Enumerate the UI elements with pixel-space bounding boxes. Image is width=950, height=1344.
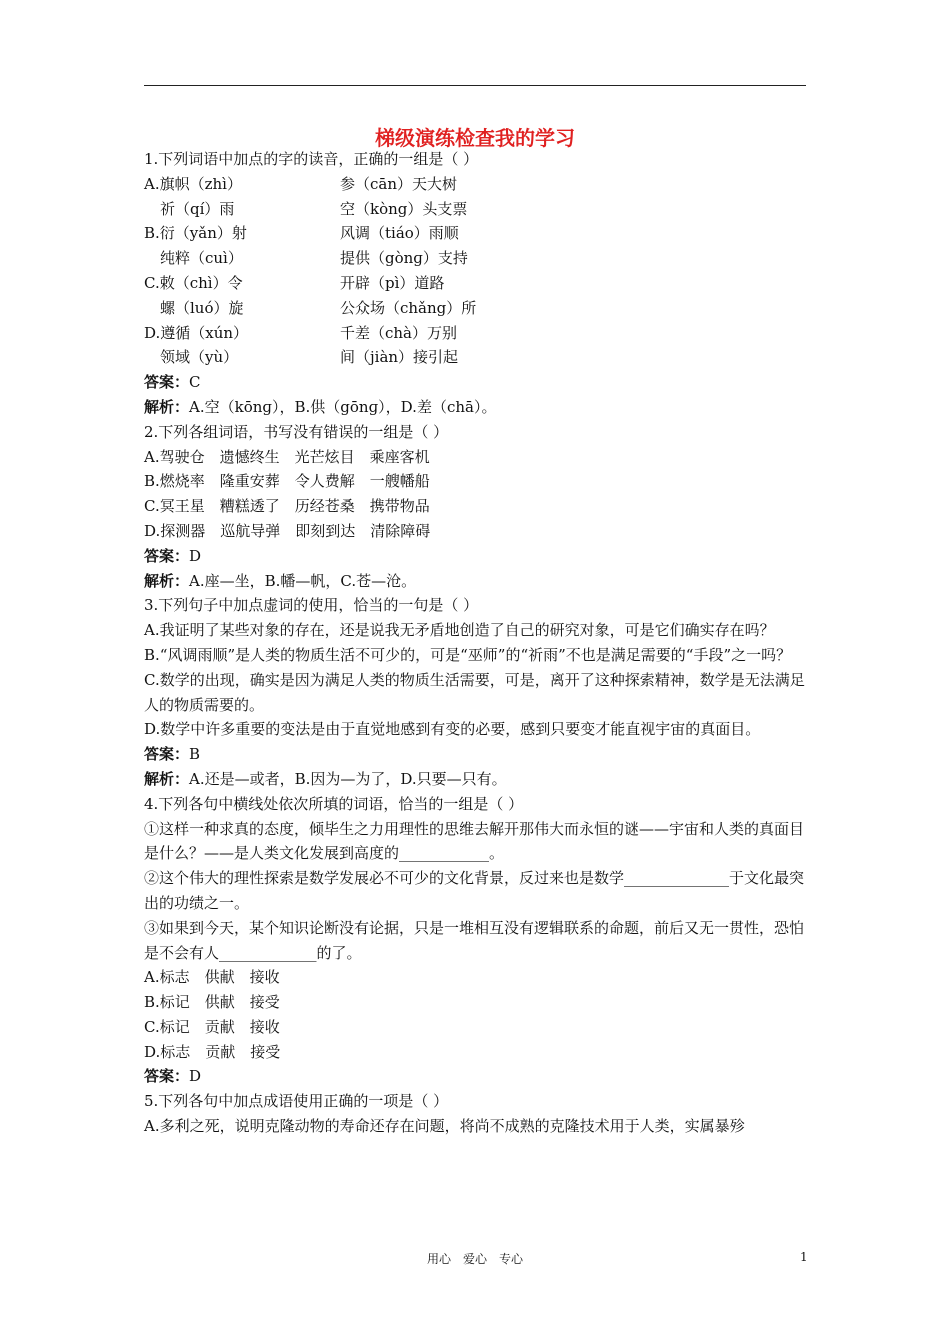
q2-option: B.燃烧率 隆重安葬 令人费解 一艘幡船 xyxy=(144,472,430,491)
q2-option: A.驾驶仓 遗憾终生 光芒炫目 乘座客机 xyxy=(144,447,430,466)
q2-option: C.冥王星 糟糕透了 历经苍桑 携带物品 xyxy=(144,497,430,516)
q1-row: 祈（qí）雨 空（kòng）头支票 xyxy=(160,199,468,218)
q4-option: B.标记 供献 接受 xyxy=(144,993,280,1012)
page-footer: 用心 爱心 专心 xyxy=(426,1252,523,1266)
q1-row: D.遵循（xún） 千差（chà）万别 xyxy=(144,323,458,342)
q3-option: D.数学中许多重要的变法是由于直觉地感到有变的必要，感到只要变才能直视宇宙的真面目。 xyxy=(144,720,761,739)
q1-row: B.衍（yǎn）射 风调（tiáo）雨顺 xyxy=(144,224,459,243)
q3-stem: 3.下列句子中加点虚词的使用，恰当的一句是（ ） xyxy=(144,596,479,615)
q2-stem: 2.下列各组词语，书写没有错误的一组是（ ） xyxy=(144,422,449,441)
q3-option: A.我证明了某些对象的存在，还是说我无矛盾地创造了自己的研究对象，可是它们确实存在吗？ xyxy=(144,621,775,640)
q5-stem: 5.下列各句中加点成语使用正确的一项是（ ） xyxy=(144,1092,449,1111)
q5-option: A.多利之死，说明克隆动物的寿命还存在问题，将尚不成熟的克隆技术用于人类，实属暴殄 xyxy=(144,1117,745,1136)
q1-row: C.敕（chì）令 开辟（pì）道路 xyxy=(144,273,445,292)
q4-stem: 4.下列各句中横线处依次所填的词语，恰当的一组是（ ） xyxy=(144,794,524,813)
q1-analysis: 解析：A.空（kōnɡ），B.供（gōnɡ），D.差（chā）。 xyxy=(144,397,497,416)
q1-answer: 答案：C xyxy=(144,373,201,392)
q4-option: A.标志 供献 接收 xyxy=(144,968,280,987)
q1-row: 纯粹（cuì） 提供（gònɡ）支持 xyxy=(160,249,468,268)
q4-sentence: ①这样一种求真的态度，倾毕生之力用理性的思维去解开那伟大而永恒的谜——宇宙和人类的真面目是什么？——是人类文化发展到高度的____________。 xyxy=(144,819,805,863)
document-body xyxy=(144,147,808,1139)
q2-option: D.探测器 巡航导弹 即刻到达 清除障碍 xyxy=(144,521,431,540)
page-title: 梯级演练检查我的学习 xyxy=(375,126,575,150)
q1-stem: 1.下列词语中加点的字的读音，正确的一组是（ ） xyxy=(144,150,479,168)
q2-analysis: 解析：A.座—坐，B.幡—帆，C.苍—沧。 xyxy=(144,571,417,590)
q1-row: A.旗帜（zhì） 参（cān）天大树 xyxy=(144,174,458,193)
q4-option: D.标志 贡献 接受 xyxy=(144,1042,281,1061)
header-rule xyxy=(144,85,806,86)
q1-row: 螺（luó）旋 公众场（chǎng）所 xyxy=(160,298,477,317)
q3-analysis: 解析：A.还是—或者，B.因为—为了，D.只要—只有。 xyxy=(144,769,507,788)
q4-sentence: ③如果到今天，某个知识论断没有论据，只是一堆相互没有逻辑联系的命题，前后又无一贯性，恐怕是不会有人_____________的了。 xyxy=(144,918,805,962)
q4-option: C.标记 贡献 接收 xyxy=(144,1017,280,1036)
q3-options xyxy=(144,618,808,742)
q4-sentences xyxy=(144,817,808,966)
q3-answer: 答案：B xyxy=(144,745,201,764)
q4-answer: 答案：D xyxy=(144,1067,202,1086)
page-number: 1 xyxy=(800,1250,808,1264)
q1-row: 领域（yù） 间（jiàn）接引起 xyxy=(160,348,459,367)
q3-option: C.数学的出现，确实是因为满足人类的物质生活需要，可是，离开了这种探索精神，数学是无法满足人的物质需要的。 xyxy=(144,670,805,714)
q2-answer: 答案：D xyxy=(144,546,202,565)
q4-sentence: ②这个伟大的理性探索是数学发展必不可少的文化背景，反过来也是数学______________于文化最突出的功绩之一。 xyxy=(144,869,805,912)
q3-option: B.“风调雨顺”是人类的物质生活不可少的，可是“巫师”的“祈雨”不也是满足需要的“手段”之一吗？ xyxy=(144,645,792,664)
